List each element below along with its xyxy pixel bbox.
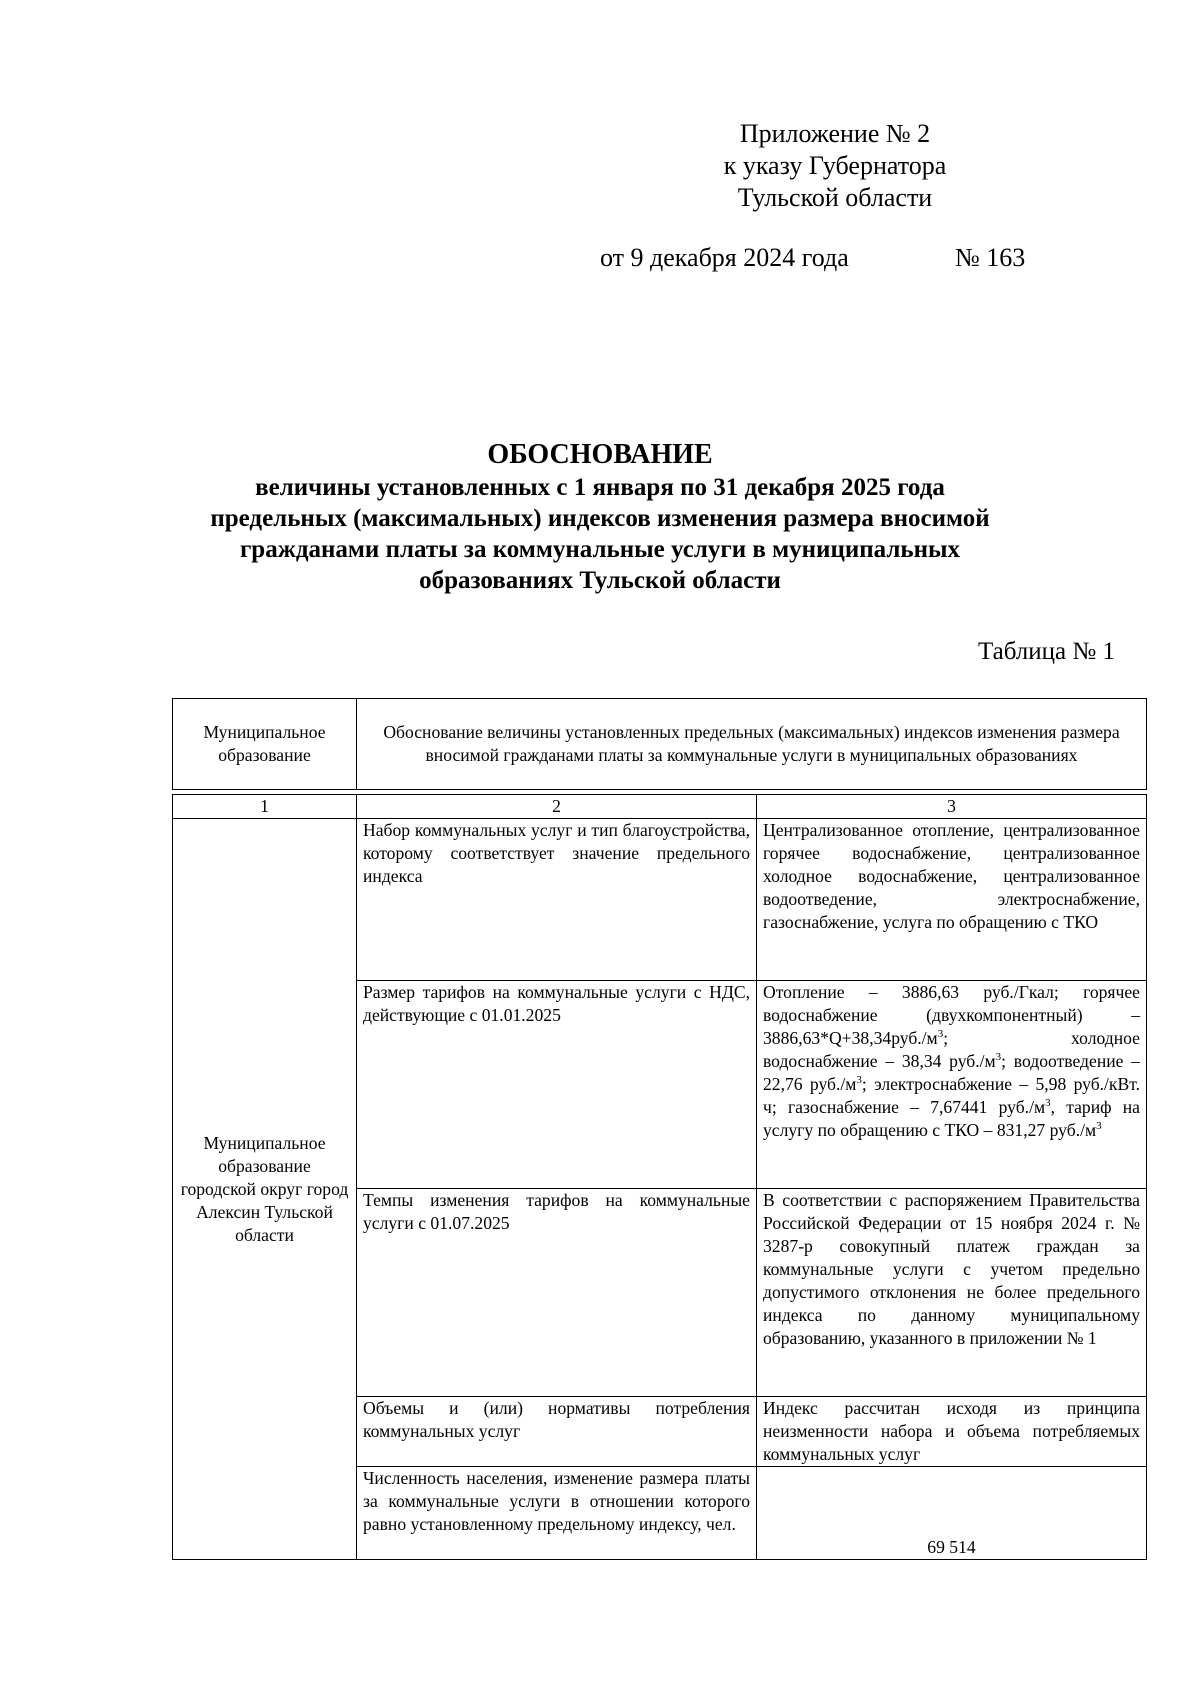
title-main: ОБОСНОВАНИЕ bbox=[487, 439, 713, 470]
column-number: 3 bbox=[757, 795, 1147, 819]
row-value: 69 514 bbox=[757, 1467, 1147, 1560]
title-line-3: гражданами платы за коммунальные услуги в муниципальных bbox=[239, 536, 961, 563]
row-label: Набор коммунальных услуг и тип благоустройства, которому соответствует значение предельного индекса bbox=[357, 819, 757, 981]
municipality-cell: Муниципальное образование городской округ город Алексин Тульской области bbox=[173, 819, 357, 1560]
title-line-1: величины установленных с 1 января по 31 декабря 2025 года bbox=[255, 474, 945, 501]
tariff-text: ; водоотведение – 22,76 руб./м bbox=[763, 1051, 1140, 1094]
decree-number: № 163 bbox=[955, 243, 1026, 272]
decree-line bbox=[600, 243, 1030, 277]
superscript: 3 bbox=[1096, 1120, 1102, 1133]
superscript: 3 bbox=[937, 1028, 944, 1041]
row-value bbox=[757, 981, 1147, 1189]
tariff-text: , тариф на услугу по обращению с ТКО – 831,27 руб./м bbox=[763, 1097, 1140, 1140]
row-value: Индекс рассчитан исходя из принципа неизменности набора и объема потребляемых коммунальных услуг bbox=[757, 1397, 1147, 1467]
tariff-text: Отопление – 3886,63 руб./Гкал; горячее водоснабжение (двухкомпонентный) – 3886,63*Q+38,34руб./м bbox=[763, 982, 1140, 1048]
appendix-title: Приложение № 2 bbox=[739, 119, 931, 148]
header-municipality: Муниципальное образование bbox=[173, 699, 357, 790]
row-label: Темпы изменения тарифов на коммунальные услуги с 01.07.2025 bbox=[357, 1189, 757, 1397]
superscript: 3 bbox=[1045, 1097, 1051, 1110]
row-label: Объемы и (или) нормативы потребления коммунальных услуг bbox=[357, 1397, 757, 1467]
column-number: 2 bbox=[357, 795, 757, 819]
appendix-region: Тульской области bbox=[737, 183, 933, 212]
title-line-2: предельных (максимальных) индексов изменения размера вносимой bbox=[210, 505, 990, 532]
superscript: 3 bbox=[995, 1051, 1002, 1064]
row-value: В соответствии с распоряжением Правительства Российской Федерации от 15 ноября 2024 г. № 3287-р совокупный платеж граждан за коммунальные услуги с учетом предельно допустимого отклонения не более предельного индекса по данному муниципальному образованию, указанного в приложении № 1 bbox=[757, 1189, 1147, 1397]
document-title bbox=[120, 438, 1080, 596]
tariff-text: ; электроснабжение – 5,98 руб./кВт. ч; газоснабжение – 7,67441 руб./м bbox=[763, 1074, 1140, 1117]
appendix-block bbox=[690, 118, 980, 214]
row-value: Централизованное отопление, централизованное горячее водоснабжение, централизованное холодное водоснабжение, централизованное водоотведение, электроснабжение, газоснабжение, услуга по обращению с ТКО bbox=[757, 819, 1147, 981]
title-line-4: образованиях Тульской области bbox=[419, 567, 781, 594]
column-number-row bbox=[173, 795, 1147, 819]
column-number: 1 bbox=[173, 795, 357, 819]
superscript: 3 bbox=[856, 1074, 862, 1087]
row-label: Численность населения, изменение размера платы за коммунальные услуги в отношении которого равно установленному предельному индексу, чел. bbox=[357, 1467, 757, 1560]
data-table bbox=[172, 794, 1147, 1560]
appendix-decree: к указу Губернатора bbox=[723, 151, 947, 180]
table-label: Таблица № 1 bbox=[977, 638, 1115, 665]
tariff-text: ; холодное водоснабжение – 38,34 руб./м bbox=[763, 1028, 1140, 1071]
header-table bbox=[172, 698, 1147, 790]
decree-date: от 9 декабря 2024 года bbox=[600, 243, 849, 272]
table-row bbox=[173, 819, 1147, 981]
row-label: Размер тарифов на коммунальные услуги с НДС, действующие с 01.01.2025 bbox=[357, 981, 757, 1189]
header-justification: Обоснование величины установленных предельных (максимальных) индексов изменения размера вносимой гражданами платы за коммунальные услуги в муниципальных образованиях bbox=[357, 699, 1147, 790]
